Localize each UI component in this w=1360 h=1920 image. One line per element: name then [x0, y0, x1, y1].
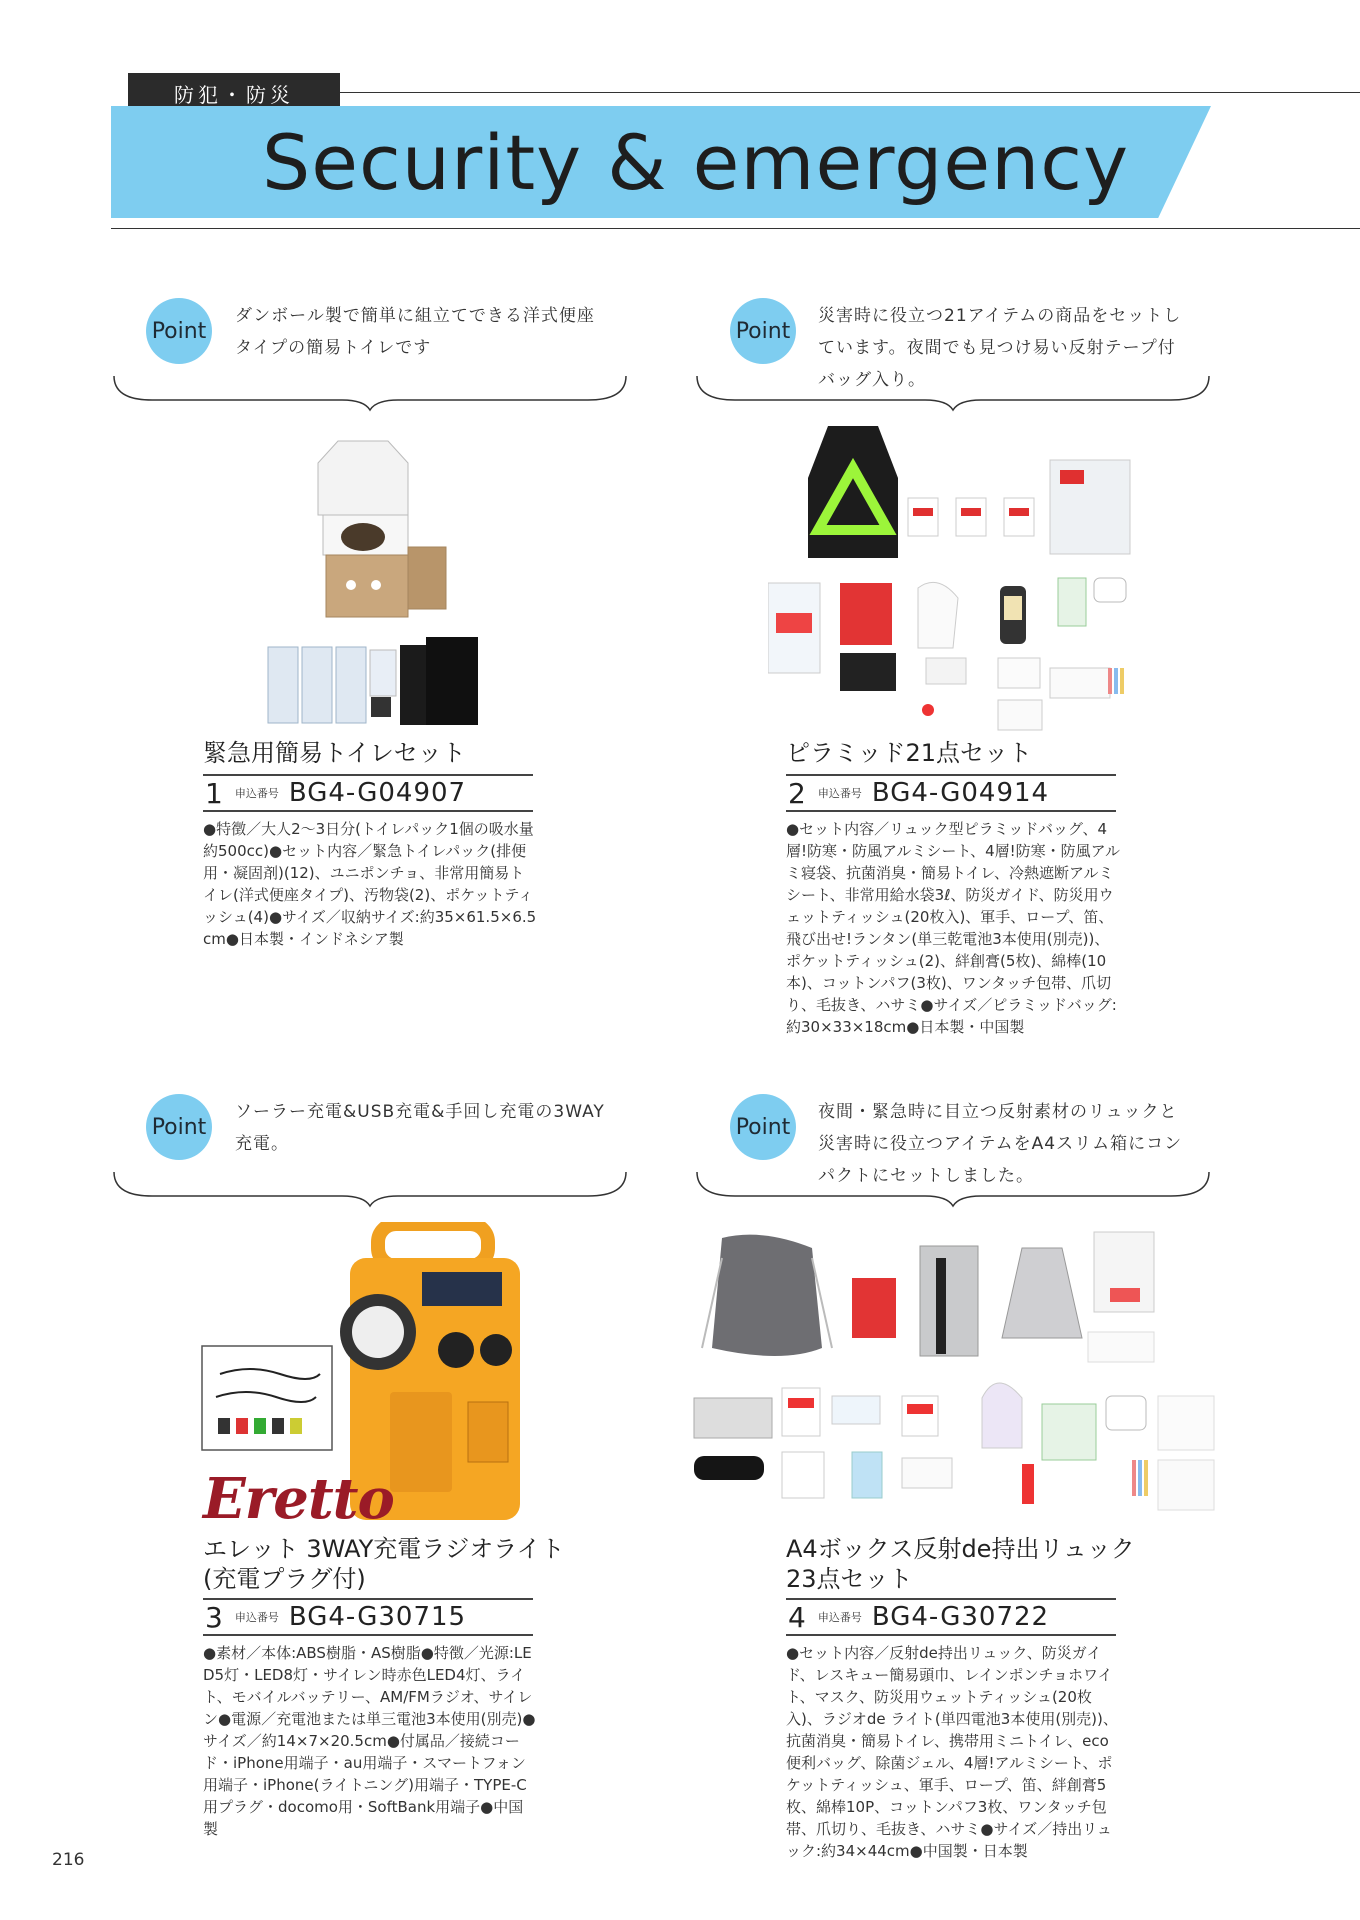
product-title-4-line1: A4ボックス反射de持出リュック — [786, 1535, 1135, 1563]
point-badge-3: Point — [146, 1094, 212, 1160]
product-title-3-line2: (充電プラグ付) — [203, 1565, 366, 1593]
product-number-1: 1 — [205, 776, 223, 810]
point-text-4: 夜間・緊急時に目立つ反射素材のリュックと災害時に役立つアイテムをA4スリム箱にコンパクトにセットしました。 — [818, 1102, 1183, 1186]
point-badge-4: Point — [730, 1094, 796, 1160]
product-number-4: 4 — [788, 1600, 806, 1634]
product-description-2: ●セット内容／リュック型ピラミッドバッグ、4層!防寒・防風アルミシート、4層!防寒・防風アルミ寝袋、抗菌消臭・簡易トイレ、冷熱遮断アルミシート、非常用給水袋3ℓ、防災ガイド、防災用ウェットティッシュ(20枚入)、軍手、ロープ、笛、飛び出せ!ランタン(単三乾電池3本使用(別売))、ポケットティッシュ(2)、絆創膏(5枚)、綿棒(10本)、コットンパフ(3枚)、ワンタッチ包帯、爪切り、毛抜き、ハサミ●サイズ／ピラミッドバッグ:約30×33×18cm●日本製・中国製 — [786, 820, 1121, 1036]
point-text-3: ソーラー充電&USB充電&手回し充電の3WAY充電。 — [235, 1102, 605, 1154]
product-code-row-4 — [786, 1598, 1116, 1636]
page-number: 216 — [52, 1850, 85, 1870]
point-brace-4 — [695, 1168, 1211, 1208]
product-description-1: ●特徴／大人2～3日分(トイレパック1個の吸水量約500cc)●セット内容／緊急トイレパック(排便用・凝固剤)(12)、ユニポンチョ、非常用簡易トイレ(洋式便座タイプ)、汚物袋(2)、ポケットティッシュ(4)●サイズ／収納サイズ:約35×61.5×6.5cm●日本製・インドネシア製 — [203, 820, 537, 948]
point-brace-3 — [112, 1168, 628, 1208]
code-label-3: 申込番号 — [234, 1611, 279, 1624]
header-bottom-rule — [111, 228, 1360, 229]
product-code-3: BG4-G30715 — [288, 1602, 467, 1632]
product-photo-a4-box-set — [692, 1228, 1222, 1518]
product-code-row-3 — [203, 1598, 533, 1636]
product-code-1: BG4-G04907 — [288, 778, 467, 808]
product-title-3-line1: エレット 3WAY充電ラジオライト — [203, 1535, 565, 1563]
product-photo-pyramid-set — [768, 418, 1148, 738]
code-label-2: 申込番号 — [817, 787, 862, 800]
point-text-1: ダンボール製で簡単に組立てできる洋式便座タイプの簡易トイレです — [235, 306, 595, 358]
product-code-4: BG4-G30722 — [871, 1602, 1050, 1632]
point-text-2: 災害時に役立つ21アイテムの商品をセットしています。夜間でも見つけ易い反射テープ付バッグ入り。 — [818, 306, 1182, 390]
product-title-1: 緊急用簡易トイレセット — [203, 739, 466, 767]
product-photo-toilet-set — [258, 435, 498, 730]
brand-logo: Eretto — [203, 1466, 394, 1532]
product-title-4-line2: 23点セット — [786, 1565, 913, 1593]
category-tag: 防犯・防災 — [128, 73, 340, 113]
point-brace-1 — [112, 372, 628, 412]
point-badge-2: Point — [730, 298, 796, 364]
product-number-3: 3 — [205, 1600, 223, 1634]
product-number-2: 2 — [788, 776, 806, 810]
point-badge-1: Point — [146, 298, 212, 364]
product-code-row-1 — [203, 774, 533, 812]
product-description-3: ●素材／本体:ABS樹脂・AS樹脂●特徴／光源:LED5灯・LED8灯・サイレン時赤色LED4灯、ライト、モバイルバッテリー、AM/FMラジオ、サイレン●電源／充電池または単三電池3本使用(別売)●サイズ／約14×7×20.5cm●付属品／接続コード・iPhone用端子・au用端子・スマートフォン用端子・iPhone(ライトニング)用端子・TYPE-C用プラグ・docomo用・SoftBank用端子●中国製 — [203, 1644, 536, 1838]
code-label-1: 申込番号 — [234, 787, 279, 800]
product-code-row-2 — [786, 774, 1116, 812]
code-label-4: 申込番号 — [817, 1611, 862, 1624]
product-title-2: ピラミッド21点セット — [786, 739, 1033, 767]
product-code-2: BG4-G04914 — [871, 778, 1050, 808]
page-title: Security & emergency — [262, 118, 1130, 207]
point-brace-2 — [695, 372, 1211, 412]
product-description-4: ●セット内容／反射de持出リュック、防災ガイド、レスキュー簡易頭巾、レインポンチョホワイト、マスク、防災用ウェットティッシュ(20枚入)、ラジオde ライト(単四電池3本使用(別売))、抗菌消臭・簡易トイレ、携帯用ミニトイレ、eco便利バッグ、除菌ジェル、4層!アルミシート、ポケットティッシュ、軍手、ロープ、笛、絆創膏5枚、綿棒10P、コットンパフ3枚、ワンタッチ包帯、爪切り、毛抜き、ハサミ●サイズ／持出リュック:約34×44cm●中国製・日本製 — [786, 1644, 1118, 1860]
